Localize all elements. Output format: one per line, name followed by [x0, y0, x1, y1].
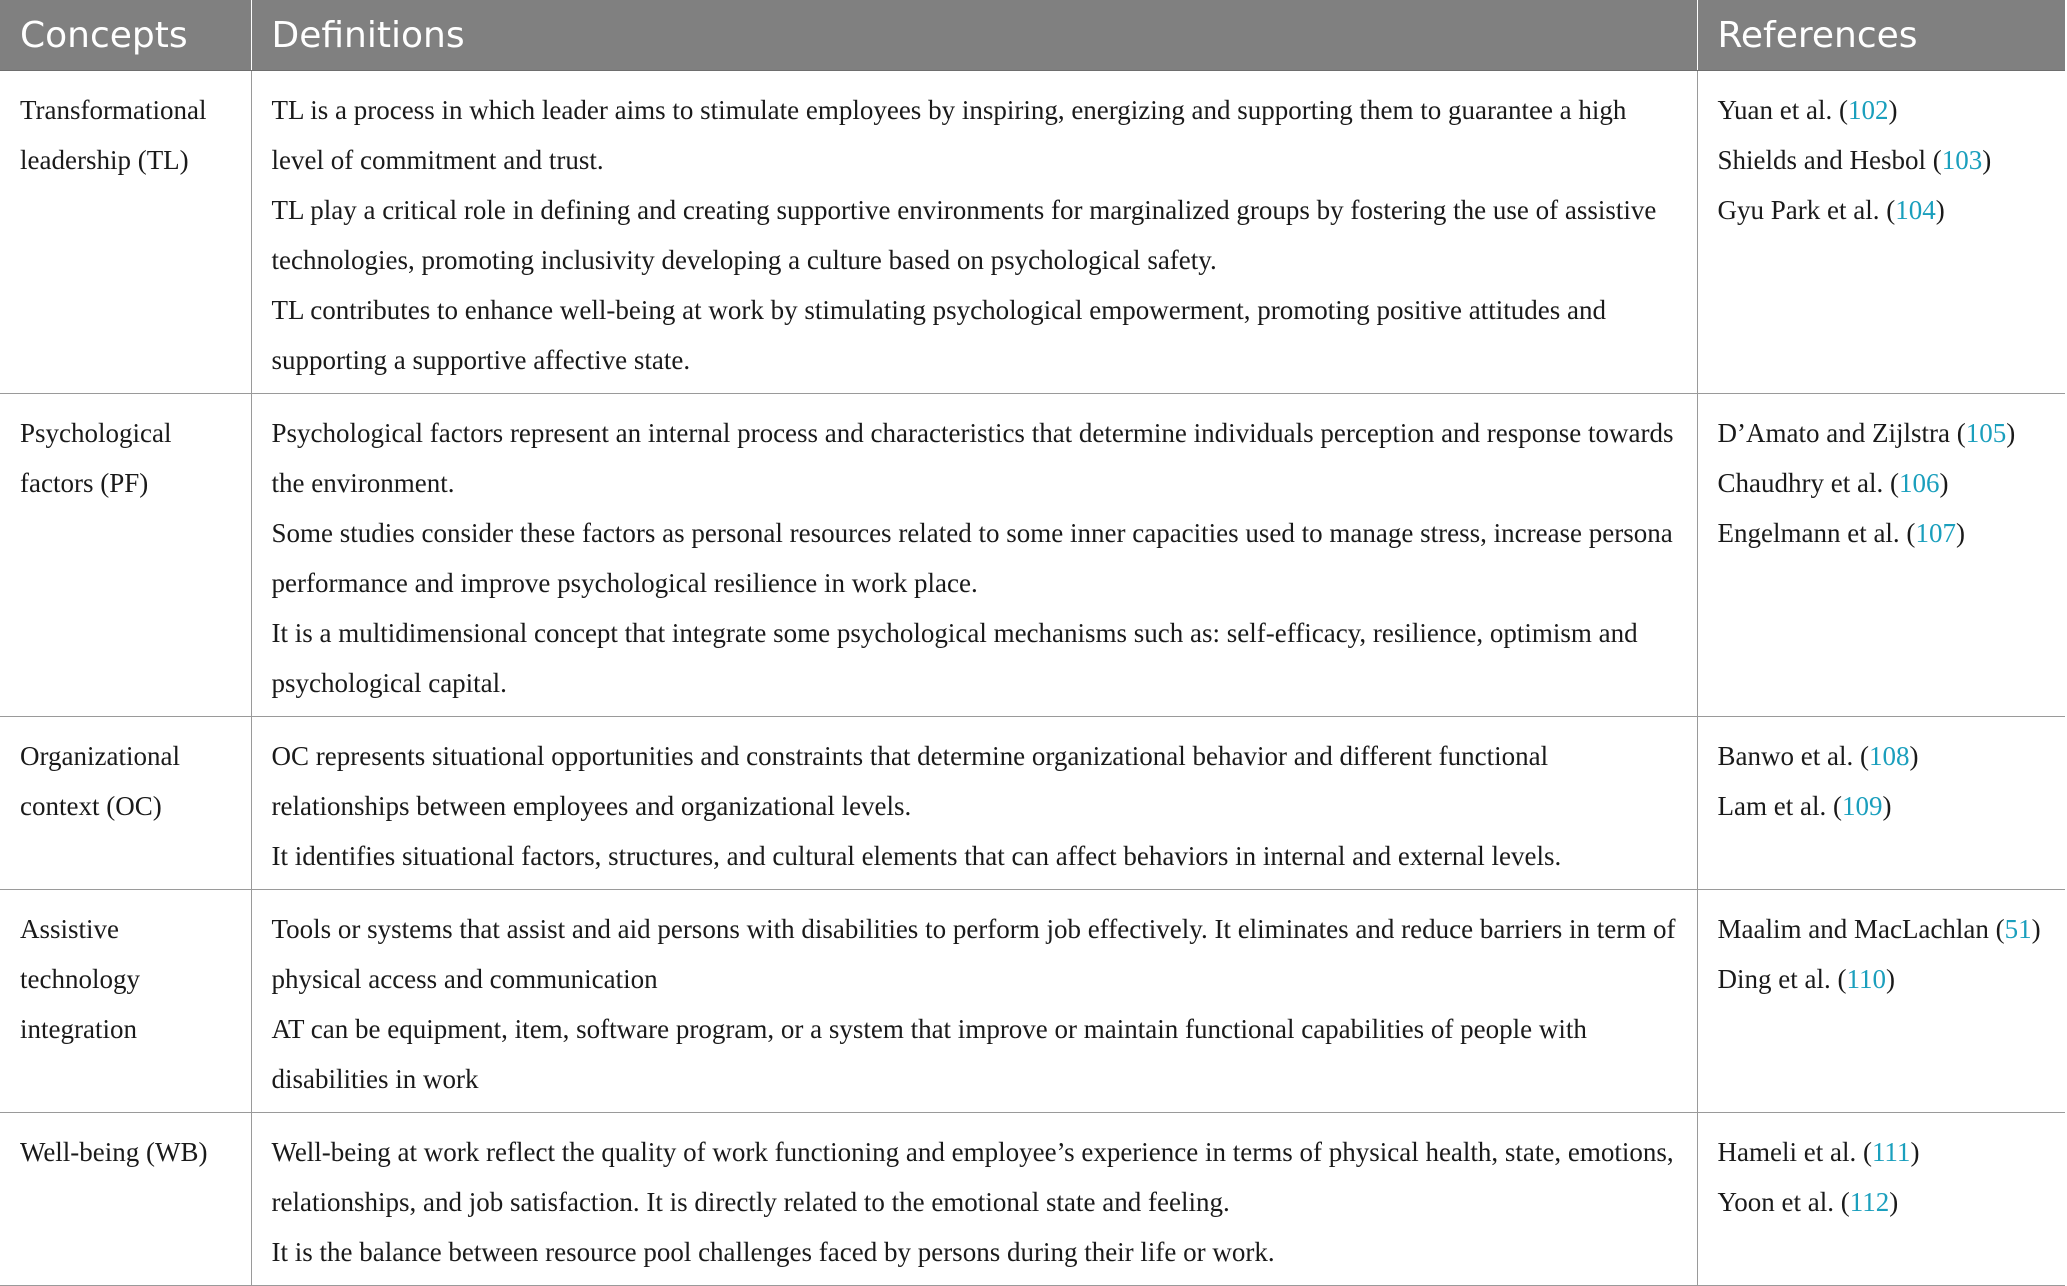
reference-close: ): [1955, 518, 1965, 548]
definition-line: Well-being at work reflect the quality of work functioning and employee’s experience in terms of physical health, state, emotions, relationships, and job satisfaction. It is directly related to the emotional state and feeling.: [271, 1137, 1674, 1217]
reference-text: Yoon et al. (: [1717, 1187, 1850, 1217]
header-references: References: [1697, 0, 2065, 71]
references-cell: [1697, 717, 2065, 890]
reference-link[interactable]: 109: [1841, 791, 1883, 821]
references-cell: [1697, 890, 2065, 1113]
reference-link[interactable]: 110: [1846, 964, 1886, 994]
reference-text: D’Amato and Zijlstra (: [1717, 418, 1966, 448]
reference-text: Gyu Park et al. (: [1717, 195, 1896, 225]
definitions-cell: [251, 1113, 1697, 1286]
reference-text: Banwo et al. (: [1717, 741, 1869, 771]
definition-line: TL is a process in which leader aims to stimulate employees by inspiring, energizing and supporting them to guarantee a high level of commitment and trust.: [271, 95, 1627, 175]
table-header-row: [0, 0, 2065, 71]
reference-link[interactable]: 105: [1965, 418, 2007, 448]
reference-text: Shields and Hesbol (: [1717, 145, 1942, 175]
concept-cell: Assistive technology integration: [0, 890, 251, 1113]
references-cell: [1697, 1113, 2065, 1286]
reference-text: Yuan et al. (: [1717, 95, 1848, 125]
reference-text: Chaudhry et al. (: [1717, 468, 1899, 498]
concept-cell: Psychological factors (PF): [0, 394, 251, 717]
reference-link[interactable]: 107: [1915, 518, 1956, 548]
reference-text: Engelmann et al. (: [1717, 518, 1916, 548]
reference-close: ): [1910, 1137, 1920, 1167]
reference-item: [1718, 85, 2054, 135]
definitions-cell: [251, 71, 1697, 394]
table-row: [0, 717, 2065, 890]
reference-link[interactable]: 103: [1941, 145, 1983, 175]
reference-close: ): [2006, 418, 2016, 448]
reference-item: [1718, 508, 2054, 558]
table-row: [0, 394, 2065, 717]
reference-item: [1718, 458, 2054, 508]
reference-text: Hameli et al. (: [1717, 1137, 1872, 1167]
definition-line: AT can be equipment, item, software program, or a system that improve or maintain functional capabilities of people with disabilities in work: [271, 1014, 1587, 1094]
definition-line: Some studies consider these factors as personal resources related to some inner capacities used to manage stress, increase persona performance and improve psychological resilience in work place.: [271, 518, 1673, 598]
reference-close: ): [1909, 741, 1919, 771]
reference-link[interactable]: 111: [1871, 1137, 1911, 1167]
header-definitions: Definitions: [251, 0, 1697, 71]
references-cell: [1697, 394, 2065, 717]
reference-item: [1718, 731, 2054, 781]
definition-line: It identifies situational factors, structures, and cultural elements that can affect behaviors in internal and external levels.: [271, 841, 1562, 871]
reference-link[interactable]: 106: [1898, 468, 1940, 498]
reference-link[interactable]: 102: [1847, 95, 1889, 125]
reference-close: ): [2031, 914, 2041, 944]
definitions-cell: [251, 890, 1697, 1113]
reference-close: ): [1885, 964, 1895, 994]
concept-cell: Well-being (WB): [0, 1113, 251, 1286]
reference-text: Ding et al. (: [1717, 964, 1847, 994]
reference-text: Lam et al. (: [1717, 791, 1842, 821]
definition-line: TL contributes to enhance well-being at work by stimulating psychological empowerment, promoting positive attitudes and supporting a supportive affective state.: [271, 295, 1606, 375]
concept-cell: Organizational context (OC): [0, 717, 251, 890]
reference-link[interactable]: 104: [1895, 195, 1936, 225]
reference-item: [1718, 408, 2054, 458]
reference-close: ): [1888, 95, 1898, 125]
reference-link[interactable]: 112: [1849, 1187, 1890, 1217]
definition-line: It is a multidimensional concept that integrate some psychological mechanisms such as: self-efficacy, resilience, optimism and psychological capital.: [271, 618, 1638, 698]
reference-item: [1718, 954, 2054, 1004]
definition-line: OC represents situational opportunities and constraints that determine organizational behavior and different functional relationships between employees and organizational levels.: [271, 741, 1549, 821]
reference-close: ): [1982, 145, 1992, 175]
reference-link[interactable]: 51: [2004, 914, 2032, 944]
reference-item: [1718, 781, 2054, 831]
reference-item: [1718, 135, 2054, 185]
reference-close: ): [1935, 195, 1945, 225]
concept-cell: Transformational leadership (TL): [0, 71, 251, 394]
table-row: [0, 71, 2065, 394]
reference-close: ): [1889, 1187, 1899, 1217]
reference-close: ): [1939, 468, 1949, 498]
reference-close: ): [1882, 791, 1892, 821]
reference-item: [1718, 1127, 2054, 1177]
reference-item: [1718, 1177, 2054, 1227]
reference-item: [1718, 185, 2054, 235]
definition-line: TL play a critical role in defining and creating supportive environments for marginalized groups by fostering the use of assistive technologies, promoting inclusivity developing a culture based on psychological safety.: [271, 195, 1657, 275]
reference-text: Maalim and MacLachlan (: [1717, 914, 2005, 944]
reference-link[interactable]: 108: [1868, 741, 1910, 771]
header-concepts: Concepts: [0, 0, 251, 71]
definition-line: Tools or systems that assist and aid persons with disabilities to perform job effectively. It eliminates and reduce barriers in term of physical access and communication: [271, 914, 1676, 994]
table-row: [0, 1113, 2065, 1286]
definitions-cell: [251, 717, 1697, 890]
references-cell: [1697, 71, 2065, 394]
definition-line: It is the balance between resource pool challenges faced by persons during their life or work.: [271, 1237, 1275, 1267]
reference-item: [1718, 904, 2054, 954]
definition-line: Psychological factors represent an internal process and characteristics that determine individuals perception and response towards the environment.: [271, 418, 1674, 498]
definitions-cell: [251, 394, 1697, 717]
table-row: [0, 890, 2065, 1113]
